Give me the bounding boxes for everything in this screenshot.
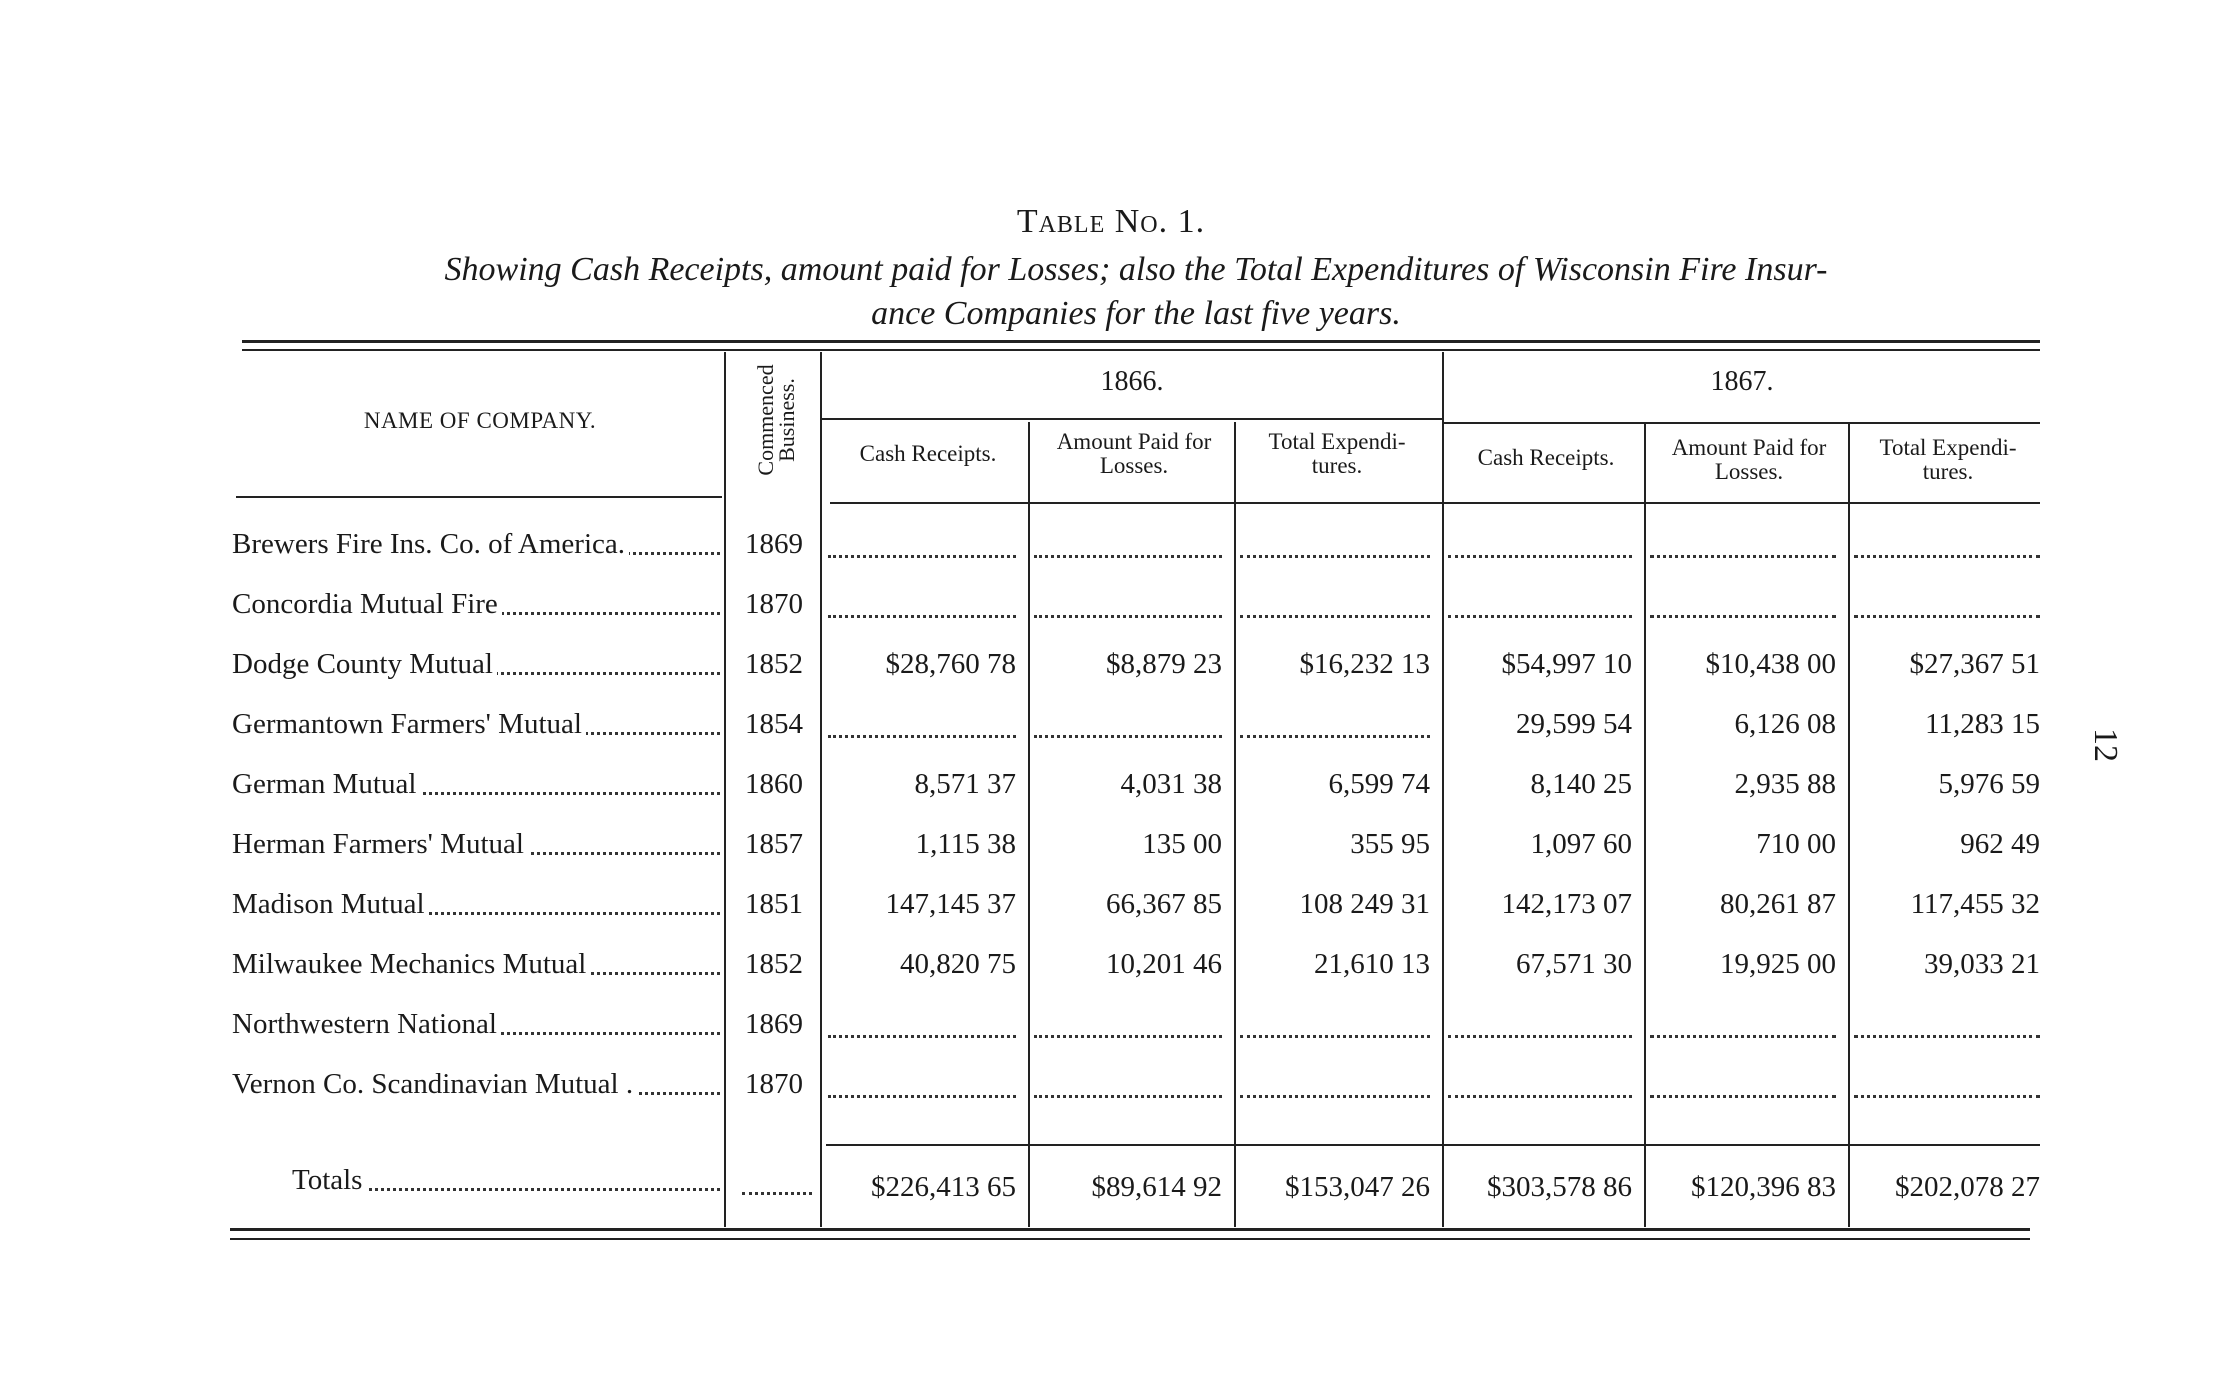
commenced-year: 1869 — [745, 528, 803, 560]
empty-cell-leader — [1034, 555, 1222, 558]
value-cell: 135 00 — [1142, 828, 1222, 860]
header-total-expenditures-1867: Total Expendi- tures. — [1879, 435, 2017, 484]
empty-cell-leader — [1240, 615, 1430, 618]
header-amount-paid-1867: Amount Paid for Losses. — [1671, 435, 1827, 484]
col-divider — [724, 352, 726, 1227]
company-name: Germantown Farmers' Mutual — [232, 707, 720, 741]
bottom-rule — [230, 1228, 2030, 1231]
commenced-year: 1870 — [745, 1068, 803, 1100]
header-cash-receipts-1867: Cash Receipts. — [1477, 445, 1615, 470]
total-value-cell: $202,078 27 — [1895, 1171, 2040, 1203]
col-divider — [1028, 422, 1030, 1227]
value-cell: 6,599 74 — [1328, 768, 1430, 800]
value-cell: 29,599 54 — [1516, 708, 1632, 740]
company-name: Dodge County Mutual — [232, 647, 720, 681]
totals-rule — [826, 1144, 2040, 1146]
value-cell: 67,571 30 — [1516, 948, 1632, 980]
year-header-1867: 1867. — [1710, 366, 1774, 397]
value-cell: $16,232 13 — [1299, 648, 1430, 680]
commenced-business-header — [753, 340, 799, 500]
commenced-year: 1870 — [745, 588, 803, 620]
commenced-year: 1852 — [745, 648, 803, 680]
col-divider — [1644, 422, 1646, 1227]
empty-cell-leader — [1034, 1095, 1222, 1098]
value-cell: 39,033 21 — [1924, 948, 2040, 980]
value-cell: $27,367 51 — [1909, 648, 2040, 680]
value-cell: 962 49 — [1960, 828, 2040, 860]
empty-cell-leader — [1854, 555, 2040, 558]
empty-cell-leader — [1854, 1035, 2040, 1038]
value-cell: 40,820 75 — [900, 948, 1016, 980]
value-cell: $10,438 00 — [1705, 648, 1836, 680]
company-name: Vernon Co. Scandinavian Mutual . — [232, 1067, 720, 1101]
total-value-cell: $89,614 92 — [1091, 1171, 1222, 1203]
total-value-cell: $153,047 26 — [1285, 1171, 1430, 1203]
total-value-cell: $120,396 83 — [1691, 1171, 1836, 1203]
commenced-year: 1854 — [745, 708, 803, 740]
empty-cell-leader — [1650, 615, 1836, 618]
value-cell: 1,097 60 — [1530, 828, 1632, 860]
year-underline-1867 — [1444, 422, 2040, 424]
year-underline-1866 — [822, 418, 1442, 420]
subtitle-line-1: Showing Cash Receipts, amount paid for Losses; also the Total Expenditures of Wisconsin Fire Insur- — [444, 251, 1828, 288]
empty-cell-leader — [828, 735, 1016, 738]
commenced-year: 1851 — [745, 888, 803, 920]
company-name: Herman Farmers' Mutual — [232, 827, 720, 861]
totals-label: Totals — [292, 1163, 720, 1197]
empty-cell-leader — [1854, 615, 2040, 618]
value-cell: 355 95 — [1350, 828, 1430, 860]
value-cell: 80,261 87 — [1720, 888, 1836, 920]
empty-cell-leader — [828, 615, 1016, 618]
header-amount-paid-1866: Amount Paid for Losses. — [1056, 429, 1212, 478]
empty-cell-leader — [1650, 555, 1836, 558]
commenced-year: 1852 — [745, 948, 803, 980]
empty-cell-leader — [1240, 555, 1430, 558]
empty-cell-leader — [1448, 1035, 1632, 1038]
value-cell: 108 249 31 — [1299, 888, 1430, 920]
value-cell: 6,126 08 — [1734, 708, 1836, 740]
subtitle-line-2: ance Companies for the last five years. — [871, 295, 1401, 332]
commenced-year: 1857 — [745, 828, 803, 860]
company-name: Brewers Fire Ins. Co. of America. — [232, 527, 720, 561]
value-cell: 8,571 37 — [914, 768, 1016, 800]
top-rule — [242, 340, 2040, 343]
value-cell: $8,879 23 — [1106, 648, 1222, 680]
bottom-rule-inner — [230, 1238, 2030, 1240]
empty-cell-leader — [1034, 735, 1222, 738]
commenced-line-2: Business. — [774, 378, 799, 462]
empty-cell-leader — [828, 1035, 1016, 1038]
company-name: Northwestern National — [232, 1007, 720, 1041]
totals-year-leader — [742, 1192, 812, 1195]
value-cell: 66,367 85 — [1106, 888, 1222, 920]
empty-cell-leader — [1650, 1035, 1836, 1038]
year-header-1866: 1866. — [1100, 366, 1164, 397]
value-cell: 142,173 07 — [1501, 888, 1632, 920]
header-bottom-rule — [236, 496, 722, 498]
empty-cell-leader — [1240, 1095, 1430, 1098]
empty-cell-leader — [1854, 1095, 2040, 1098]
company-name: German Mutual — [232, 767, 720, 801]
col-divider — [1234, 422, 1236, 1227]
table-title: Table No. 1. — [1016, 203, 1206, 240]
value-cell: 21,610 13 — [1314, 948, 1430, 980]
company-name: Concordia Mutual Fire — [232, 587, 720, 621]
col-divider — [820, 352, 822, 1227]
value-cell: 117,455 32 — [1910, 888, 2040, 920]
value-cell: 147,145 37 — [885, 888, 1016, 920]
value-cell: 11,283 15 — [1925, 708, 2040, 740]
name-of-company-header: NAME OF COMPANY. — [363, 408, 597, 433]
header-total-expenditures-1866: Total Expendi- tures. — [1268, 429, 1406, 478]
empty-cell-leader — [1448, 615, 1632, 618]
header-cash-receipts-1866: Cash Receipts. — [859, 441, 997, 466]
empty-cell-leader — [1034, 1035, 1222, 1038]
value-cell: 5,976 59 — [1938, 768, 2040, 800]
value-cell: 710 00 — [1756, 828, 1836, 860]
empty-cell-leader — [828, 1095, 1016, 1098]
value-cell: 8,140 25 — [1530, 768, 1632, 800]
empty-cell-leader — [1448, 1095, 1632, 1098]
value-cell: 4,031 38 — [1120, 768, 1222, 800]
total-value-cell: $303,578 86 — [1487, 1171, 1632, 1203]
company-name: Milwaukee Mechanics Mutual — [232, 947, 720, 981]
col-divider — [1442, 352, 1444, 1227]
col-divider — [1848, 422, 1850, 1227]
value-cell: 19,925 00 — [1720, 948, 1836, 980]
empty-cell-leader — [1650, 1095, 1836, 1098]
top-rule-inner — [242, 349, 2040, 351]
header-bottom-rule — [830, 502, 2040, 504]
empty-cell-leader — [1448, 555, 1632, 558]
company-name: Madison Mutual — [232, 887, 720, 921]
empty-cell-leader — [1240, 1035, 1430, 1038]
empty-cell-leader — [828, 555, 1016, 558]
value-cell: 10,201 46 — [1106, 948, 1222, 980]
empty-cell-leader — [1034, 615, 1222, 618]
page-number: 12 — [2087, 728, 2124, 762]
value-cell: 1,115 38 — [915, 828, 1016, 860]
commenced-year: 1860 — [745, 768, 803, 800]
table-subtitle — [232, 248, 2040, 336]
value-cell: 2,935 88 — [1734, 768, 1836, 800]
empty-cell-leader — [1240, 735, 1430, 738]
value-cell: $54,997 10 — [1501, 648, 1632, 680]
value-cell: $28,760 78 — [885, 648, 1016, 680]
commenced-line-1: Commenced — [753, 364, 778, 476]
total-value-cell: $226,413 65 — [871, 1171, 1016, 1203]
commenced-year: 1869 — [745, 1008, 803, 1040]
